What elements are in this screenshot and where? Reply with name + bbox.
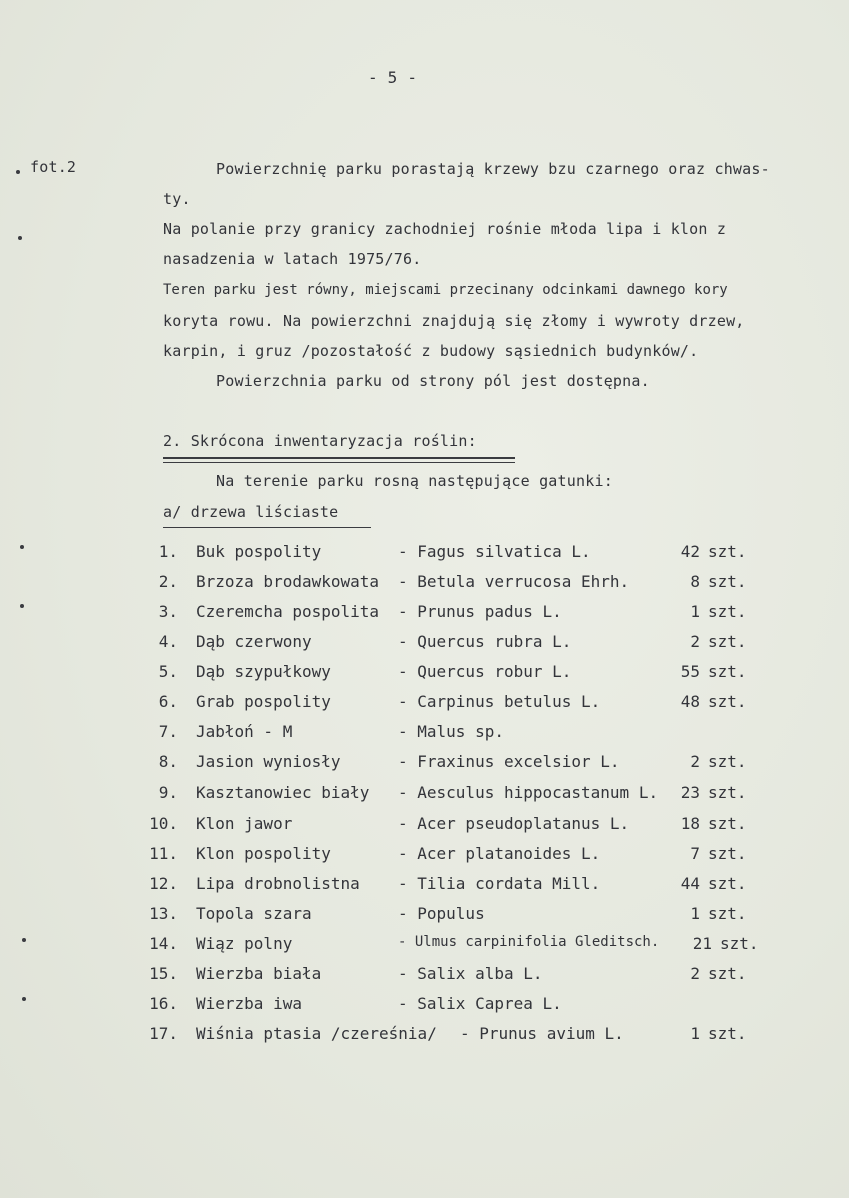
species-row [0, 844, 849, 866]
row-number: 2. [158, 572, 178, 591]
subheading: a/ drzewa liściaste [163, 503, 339, 521]
tree-count: 1 [690, 1024, 700, 1043]
latin-name: - Quercus rubra L. [398, 632, 572, 651]
paragraph-line: Powierzchnia parku od strony pól jest dostępna. [216, 372, 650, 390]
latin-name: - Tilia cordata Mill. [398, 874, 601, 893]
count-unit: szt. [708, 692, 747, 711]
paragraph-line: Na polanie przy granicy zachodniej rośnie młoda lipa i klon z [163, 220, 727, 238]
latin-name: - Quercus robur L. [398, 662, 572, 681]
tree-count: 18 [680, 814, 700, 833]
polish-name: Dąb czerwony [196, 632, 312, 651]
polish-name: Brzoza brodawkowata [196, 572, 380, 591]
section-heading: 2. Skrócona inwentaryzacja roślin: [163, 432, 477, 450]
subheading-underline [163, 527, 371, 528]
row-number: 17. [149, 1024, 178, 1043]
row-number: 11. [149, 844, 178, 863]
species-row [0, 722, 849, 744]
row-number: 13. [149, 904, 178, 923]
latin-name: - Populus [398, 904, 485, 923]
row-number: 10. [149, 814, 178, 833]
species-row [0, 874, 849, 896]
polish-name: Klon jawor [196, 814, 293, 833]
species-row [0, 662, 849, 684]
tree-count: 2 [690, 632, 700, 651]
tree-count: 21 [692, 934, 712, 953]
species-row [0, 752, 849, 774]
latin-name: - Salix alba L. [398, 964, 543, 983]
species-row [0, 1024, 849, 1046]
count-unit: szt. [708, 844, 747, 863]
latin-name: - Carpinus betulus L. [398, 692, 601, 711]
row-number: 12. [149, 874, 178, 893]
polish-name: Wierzba biała [196, 964, 322, 983]
count-unit: szt. [720, 934, 759, 953]
latin-name: - Acer pseudoplatanus L. [398, 814, 630, 833]
row-number: 16. [149, 994, 178, 1013]
polish-name: Lipa drobnolistna [196, 874, 360, 893]
count-unit: szt. [708, 783, 747, 802]
latin-name: - Fraxinus excelsior L. [398, 752, 620, 771]
tree-count: 23 [680, 783, 700, 802]
latin-name: - Aesculus hippocastanum L. [398, 783, 659, 802]
row-number: 8. [158, 752, 178, 771]
polish-name: Grab pospolity [196, 692, 331, 711]
species-row [0, 572, 849, 594]
heading-underline [163, 462, 515, 463]
latin-name: - Salix Caprea L. [398, 994, 562, 1013]
tree-count: 2 [690, 964, 700, 983]
polish-name: Wiśnia ptasia /czereśnia/ [196, 1024, 437, 1043]
species-row [0, 994, 849, 1016]
species-row [0, 692, 849, 714]
species-row [0, 934, 849, 956]
paragraph-line: ty. [163, 190, 191, 208]
tree-count: 44 [680, 874, 700, 893]
species-row [0, 632, 849, 654]
count-unit: szt. [708, 662, 747, 681]
polish-name: Dąb szypułkowy [196, 662, 331, 681]
page-number: - 5 - [368, 68, 418, 87]
count-unit: szt. [708, 572, 747, 591]
tree-count: 7 [690, 844, 700, 863]
polish-name: Czeremcha pospolita [196, 602, 380, 621]
row-number: 7. [158, 722, 178, 741]
tree-count: 2 [690, 752, 700, 771]
species-row [0, 964, 849, 986]
row-number: 15. [149, 964, 178, 983]
polish-name: Buk pospolity [196, 542, 322, 561]
latin-name: - Betula verrucosa Ehrh. [398, 572, 630, 591]
paragraph-line: koryta rowu. Na powierzchni znajdują się złomy i wywroty drzew, [163, 312, 745, 330]
count-unit: szt. [708, 874, 747, 893]
tree-count: 48 [680, 692, 700, 711]
count-unit: szt. [708, 542, 747, 561]
latin-name: - Malus sp. [398, 722, 504, 741]
paragraph-line: karpin, i gruz /pozostałość z budowy sąsiednich budynków/. [163, 342, 699, 360]
paragraph-line: nasadzenia w latach 1975/76. [163, 250, 422, 268]
row-number: 3. [158, 602, 178, 621]
tree-count: 1 [690, 904, 700, 923]
latin-name: - Acer platanoides L. [398, 844, 601, 863]
species-row [0, 904, 849, 926]
tree-count: 1 [690, 602, 700, 621]
count-unit: szt. [708, 602, 747, 621]
margin-dot [18, 236, 22, 240]
tree-count: 8 [690, 572, 700, 591]
row-number: 4. [158, 632, 178, 651]
heading-underline [163, 457, 515, 459]
intro-text: Na terenie parku rosną następujące gatunki: [216, 472, 613, 490]
count-unit: szt. [708, 904, 747, 923]
count-unit: szt. [708, 632, 747, 651]
margin-dot [16, 170, 20, 174]
latin-name: - Ulmus carpinifolia Gleditsch. [398, 934, 660, 950]
latin-name: - Prunus padus L. [398, 602, 562, 621]
row-number: 6. [158, 692, 178, 711]
polish-name: Wiąz polny [196, 934, 293, 953]
count-unit: szt. [708, 752, 747, 771]
row-number: 14. [149, 934, 178, 953]
paragraph-line: Teren parku jest równy, miejscami przecinany odcinkami dawnego kory [163, 282, 728, 298]
row-number: 5. [158, 662, 178, 681]
photo-reference: fot.2 [30, 158, 77, 176]
polish-name: Jabłoń - M [196, 722, 293, 741]
latin-name: - Fagus silvatica L. [398, 542, 591, 561]
species-row [0, 783, 849, 805]
paragraph-line: Powierzchnię parku porastają krzewy bzu czarnego oraz chwas- [216, 160, 770, 178]
count-unit: szt. [708, 964, 747, 983]
tree-count: 42 [680, 542, 700, 561]
count-unit: szt. [708, 1024, 747, 1043]
polish-name: Wierzba iwa [196, 994, 302, 1013]
latin-name: - Prunus avium L. [460, 1024, 624, 1043]
species-row [0, 602, 849, 624]
row-number: 1. [158, 542, 178, 561]
tree-count: 55 [680, 662, 700, 681]
polish-name: Topola szara [196, 904, 312, 923]
species-row [0, 814, 849, 836]
polish-name: Jasion wyniosły [196, 752, 341, 771]
polish-name: Kasztanowiec biały [196, 783, 370, 802]
row-number: 9. [158, 783, 178, 802]
polish-name: Klon pospolity [196, 844, 331, 863]
count-unit: szt. [708, 814, 747, 833]
species-row [0, 542, 849, 564]
